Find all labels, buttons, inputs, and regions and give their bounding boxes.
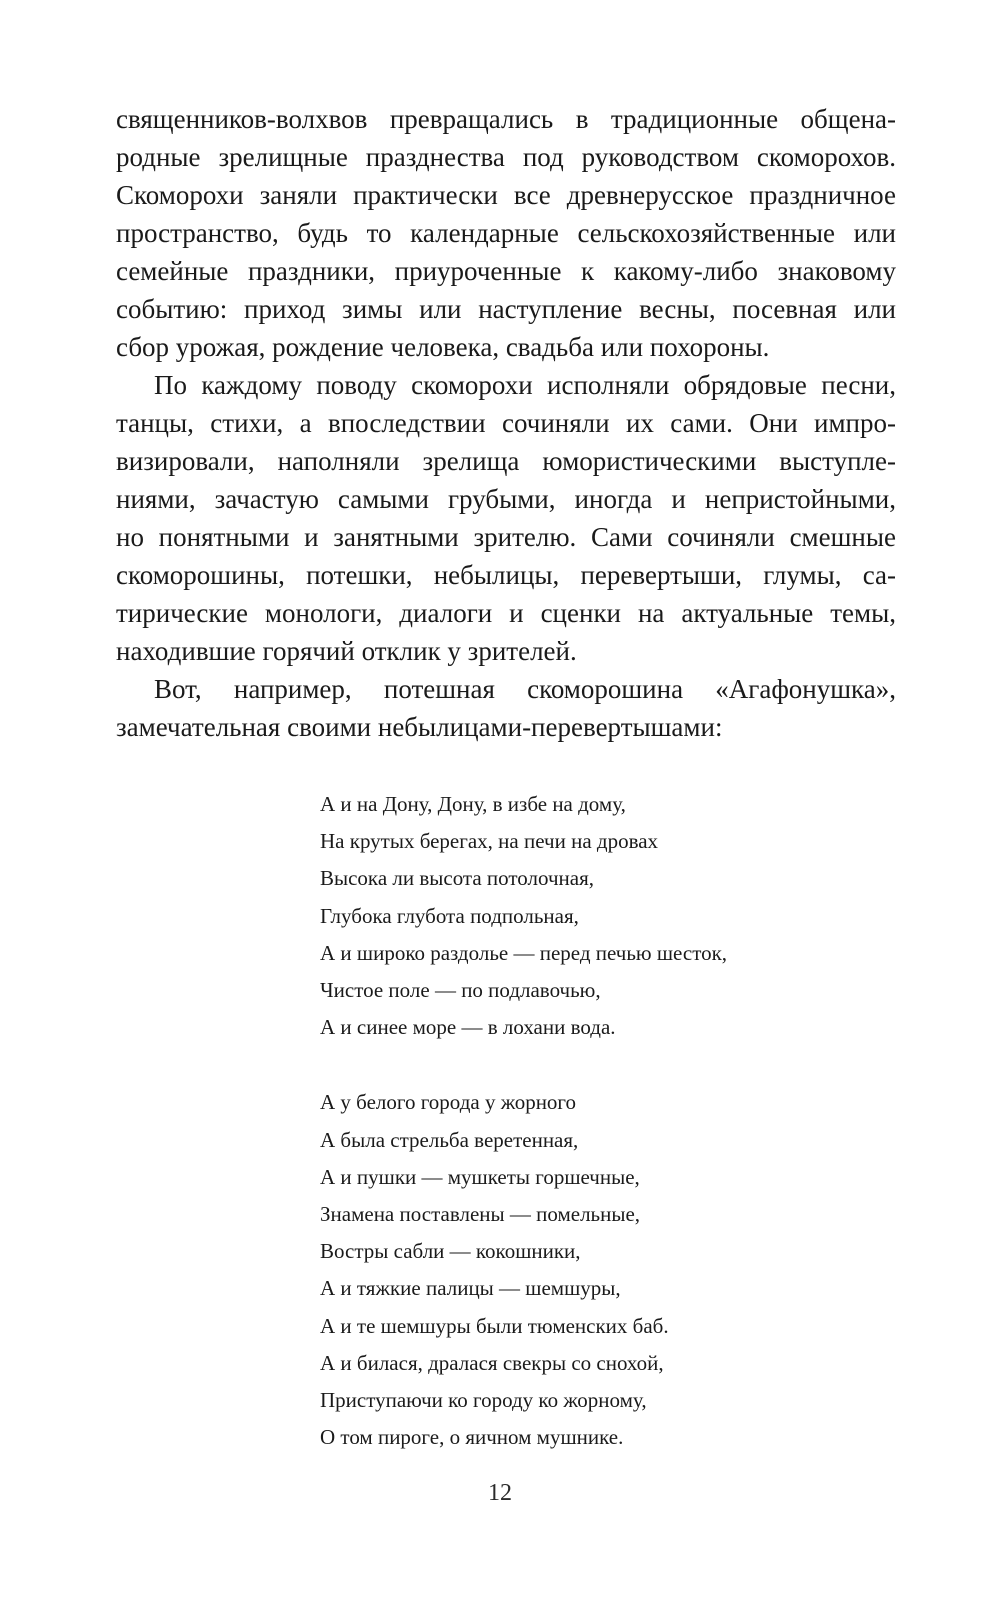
prose-line: По каждому поводу скоморохи исполняли обрядовые песни,	[154, 370, 896, 400]
poem-line: А и на Дону, Дону, в избе на дому,	[320, 792, 626, 816]
prose-line: пространство, будь то календарные сельскохозяйственные или	[116, 218, 896, 248]
poem-line: А и пушки — мушкеты горшечные,	[320, 1164, 640, 1189]
prose-line: сбор урожая, рождение человека, свадьба или похороны.	[116, 332, 770, 362]
poem-line: О том пироге, о яичном мушнике.	[320, 1425, 624, 1450]
prose-body	[116, 100, 896, 746]
prose-line: танцы, стихи, а впоследствии сочиняли их сами. Они импро-	[116, 408, 896, 438]
prose-line: священников-волхвов превращались в традиционные общена-	[116, 104, 896, 134]
prose-line: находившие горячий отклик у зрителей.	[116, 636, 577, 666]
poem-stanza-2	[320, 1084, 727, 1456]
poem-line: Знамена поставлены — помельные,	[320, 1202, 641, 1227]
prose-line: событию: приход зимы или наступление весны, посевная или	[116, 294, 896, 324]
poem-line: А и те шемшуры были тюменских баб.	[320, 1313, 669, 1338]
poem-line: Высока ли высота потолочная,	[320, 866, 594, 891]
poem-line: А и тяжкие палицы — шемшуры,	[320, 1276, 621, 1301]
poem-line: Чистое поле — по подлавочью,	[320, 978, 601, 1003]
poem-line: На крутых берегах, на печи на дровах	[320, 829, 659, 854]
poem-line: А и билася, дралася свекры со снохой,	[320, 1350, 664, 1375]
poem-line: А и синее море — в лохани вода.	[320, 1015, 616, 1040]
poem-line: А и широко раздолье — перед печью шесток,	[320, 940, 728, 965]
poem-line: А была стрельба веретенная,	[320, 1127, 579, 1152]
page-number: 12	[488, 1480, 512, 1506]
poem-line: Приступаючи ко городу ко жорному,	[320, 1388, 647, 1413]
paragraph-1	[116, 100, 896, 366]
prose-line: скоморошины, потешки, небылицы, перевертыши, глумы, са-	[116, 560, 896, 590]
poem-agafonushka	[320, 786, 727, 1456]
poem-line: А у белого города у жорного	[320, 1090, 577, 1115]
prose-line: но понятными и занятными зрителю. Сами сочиняли смешные	[116, 522, 896, 552]
poem-line: Глубока глубота подпольная,	[320, 903, 579, 928]
prose-line: Скоморохи заняли практически все древнерусское праздничное	[116, 180, 896, 210]
paragraph-2	[116, 366, 896, 670]
prose-line: Вот, например, потешная скоморошина «Агафонушка»,	[154, 674, 896, 704]
prose-line: визировали, наполняли зрелища юмористическими выступле-	[116, 446, 896, 476]
prose-line: родные зрелищные празднества под руководством скоморохов.	[116, 142, 896, 172]
prose-line: тирические монологи, диалоги и сценки на актуальные темы,	[116, 598, 896, 628]
prose-line: ниями, зачастую самыми грубыми, иногда и непристойными,	[116, 484, 896, 514]
prose-line: замечательная своими небылицами-перевертышами:	[116, 712, 723, 742]
prose-line: семейные праздники, приуроченные к какому-либо знаковому	[116, 256, 896, 286]
paragraph-3	[116, 670, 896, 746]
poem-stanza-1	[320, 786, 727, 1046]
poem-line: Востры сабли — кокошники,	[320, 1239, 581, 1264]
